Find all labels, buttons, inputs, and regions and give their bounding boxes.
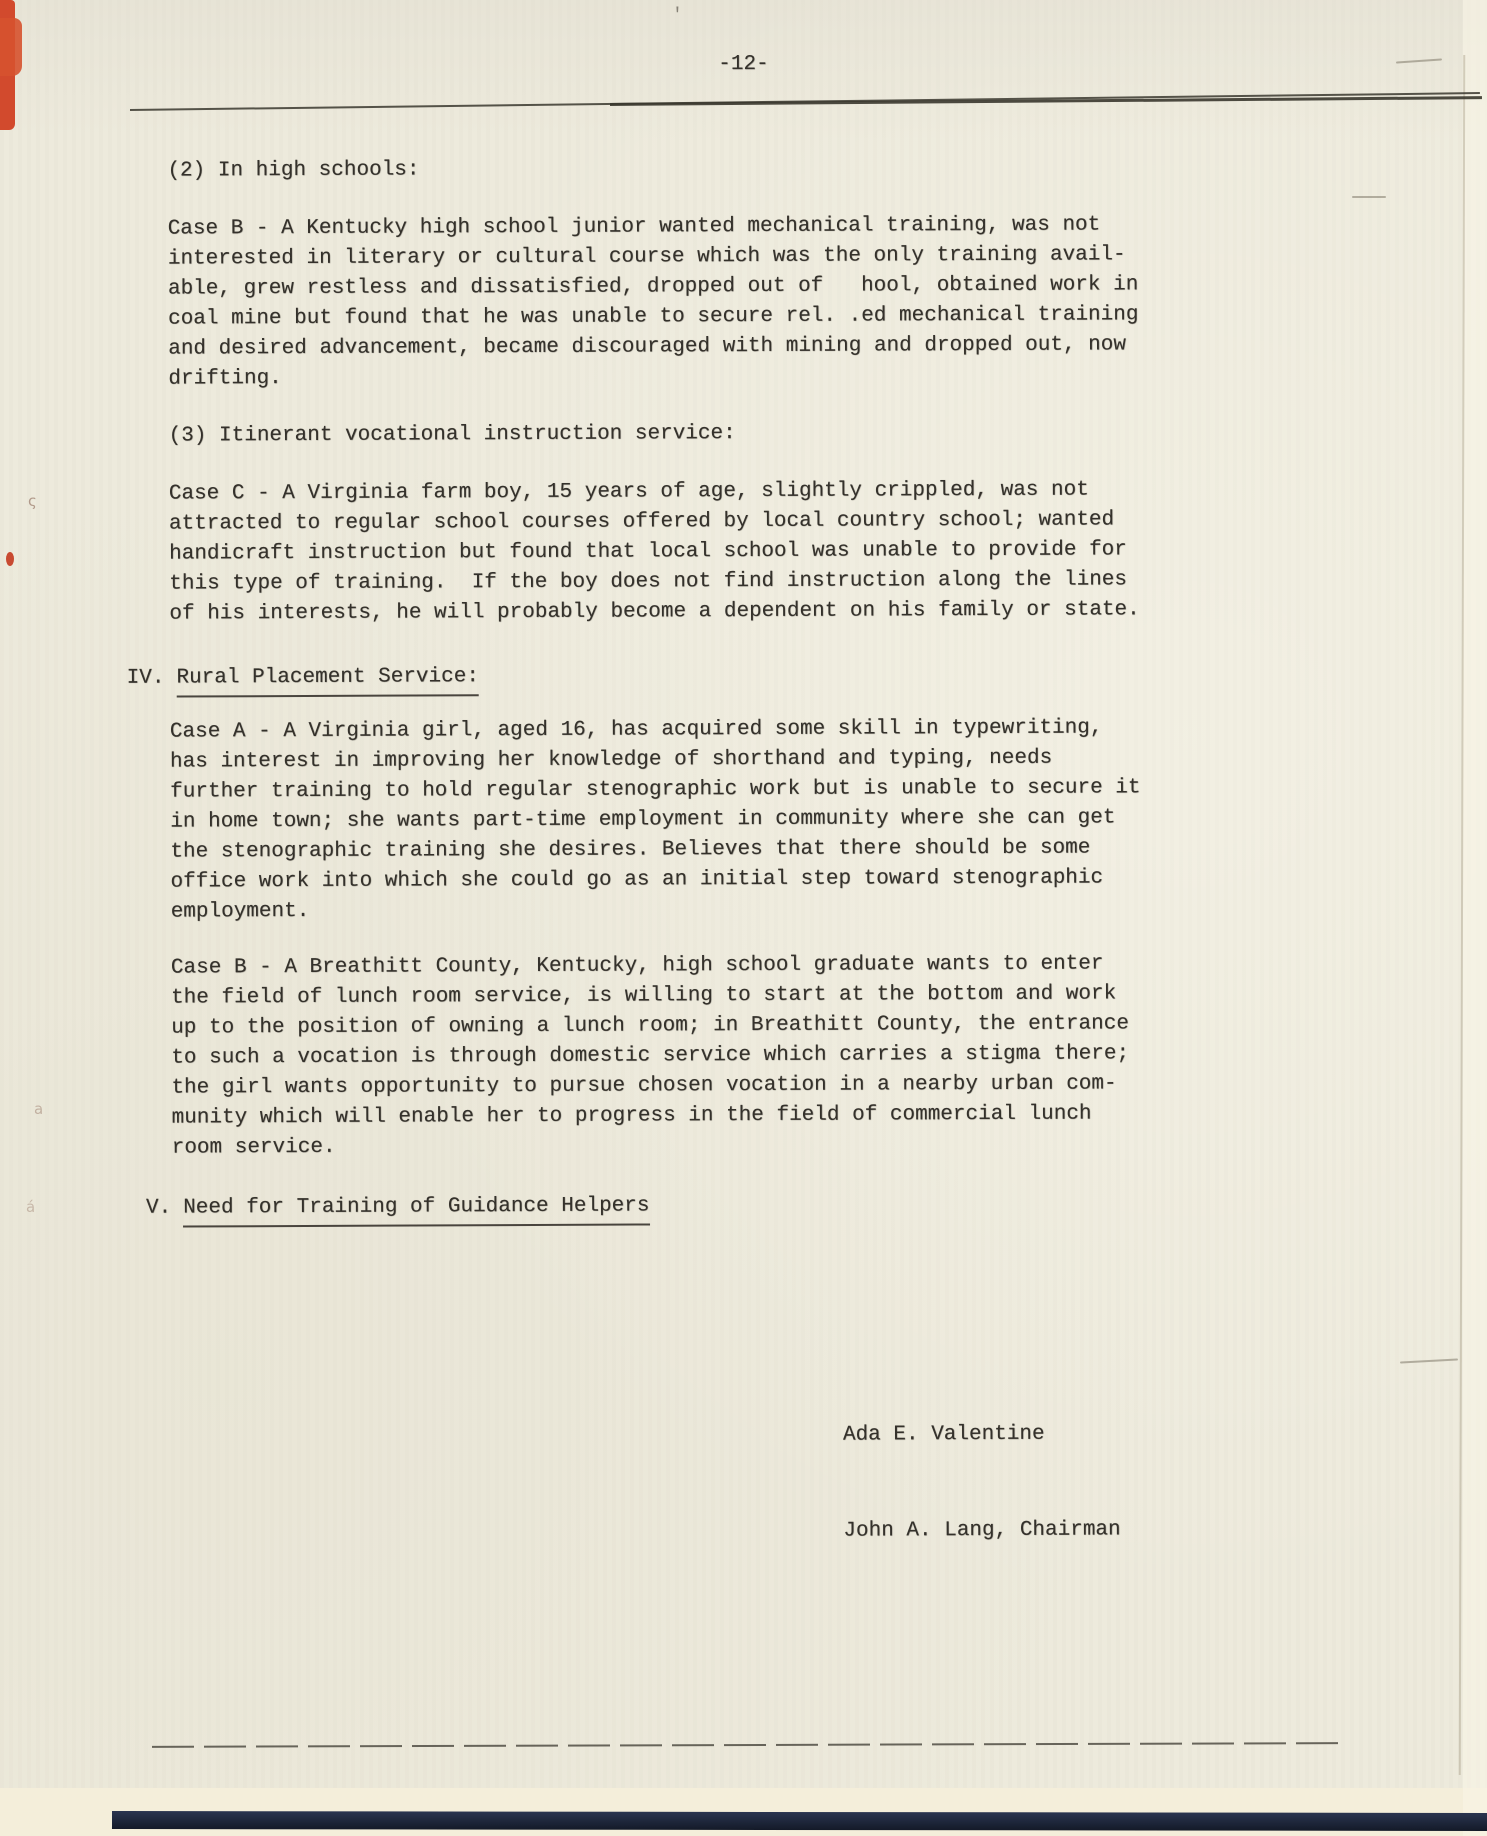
margin-squiggle: ς [28, 492, 37, 510]
page-number: -12- [718, 53, 769, 76]
signature-name-1: Ada E. Valentine [842, 1422, 1045, 1447]
section-v-numeral: V. [145, 1196, 172, 1220]
section-v-title: Need for Training of Guidance Helpers [183, 1191, 649, 1227]
paragraph-case-b-breathitt-county: Case B - A Breathitt County, Kentucky, high school graduate wants to enter the field of lunch room service, is willing to start at the bottom and work up to the position of owning a lunch room; in Breathitt County, the entrance to such a vocation is through domestic service which carries a stigma there; the girl wants opportunity to pursue chosen vocation in a nearby urban com- munity which will enable her to progress in the field of commercial lunch room service. [170, 952, 1130, 1160]
section-iv-heading [127, 662, 479, 698]
section-iv-numeral: IV. [126, 666, 165, 690]
stray-mark: ' [672, 6, 683, 26]
signature-block [843, 1354, 1121, 1611]
section-iv-title: Rural Placement Service: [176, 662, 479, 697]
section-v-heading [146, 1191, 650, 1227]
subheading-in-high-schools: (2) In high schools: [167, 158, 420, 183]
margin-squiggle: a [34, 1100, 44, 1118]
paragraph-case-a-virginia-girl: Case A - A Virginia girl, aged 16, has acquired some skill in typewriting, has interest in improving her knowledge of shorthand and typing, needs further training to hold regular stenographic work but is unable to secure it in home town; she wants part-time employment in community where she can get the stenographic training she desires. Believes that there should be some office work into which she could go as an initial step toward stenographic employment. [169, 716, 1141, 924]
bottom-navy-band [112, 1811, 1487, 1831]
signature-name-2: John A. Lang, Chairman [843, 1518, 1121, 1543]
paragraph-case-c-virginia-farm-boy: Case C - A Virginia farm boy, 15 years of age, slightly crippled, was not attracted to regular school courses offered by local country school; wanted handicraft instruction but found that local school was unable to provide for this type of training. If the boy does not find instruction along the lines of his interests, he will probably become a dependent on his family or state. [168, 478, 1140, 626]
margin-squiggle: á [26, 1198, 36, 1216]
subheading-itinerant-service: (3) Itinerant vocational instruction service: [168, 422, 736, 448]
paragraph-case-b-high-school: Case B - A Kentucky high school junior wanted mechanical training, was not interested in literary or cultural course which was the only training avail- able, grew restless and dissatisfied, dropped out of hool, obtained work in coal mine but found that he was unable to secure rel. .ed mechanical training and desired advancement, became discouraged with mining and dropped out, now drifting. [167, 213, 1139, 391]
